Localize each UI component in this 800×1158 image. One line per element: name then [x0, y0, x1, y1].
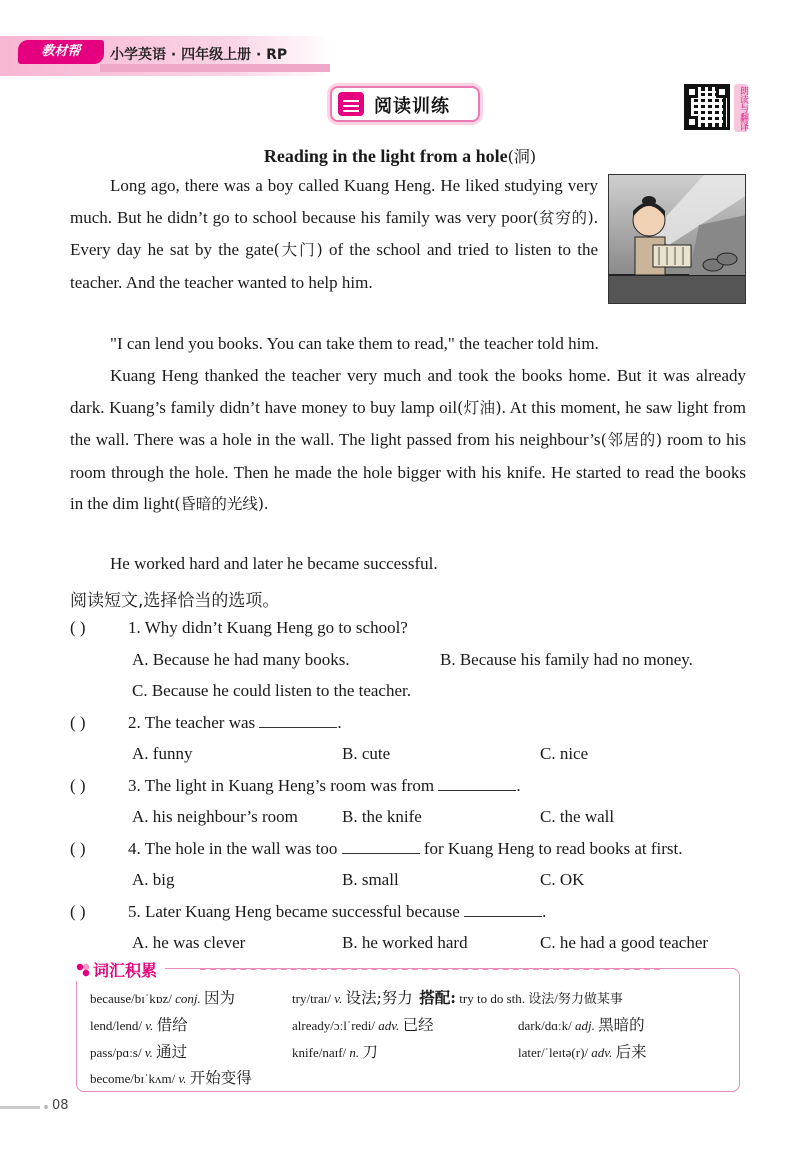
illustration-boy-reading: [608, 174, 746, 304]
section-badge: [330, 86, 480, 122]
fill-blank: [464, 903, 542, 917]
vocab-title: 词汇积累: [72, 958, 165, 981]
qr-corner-icon: [686, 116, 698, 128]
book-icon: [338, 92, 364, 116]
footer-dot: [44, 1105, 48, 1109]
question-1: ( ) 1. Why didn’t Kuang Heng go to school?: [70, 618, 408, 637]
option-3b: B. the knife: [342, 807, 422, 826]
vocab-item: lend/lend/ v. 借给: [90, 1016, 188, 1034]
answer-blank[interactable]: ( ): [70, 839, 86, 858]
answer-blank[interactable]: ( ): [70, 902, 86, 921]
footer-line: [0, 1106, 40, 1109]
vocab-item: because/bɪˈkɒz/ conj. 因为: [90, 989, 236, 1007]
section-title: 阅读训练: [374, 96, 450, 117]
fill-blank: [342, 840, 420, 854]
qr-corner-icon: [716, 86, 728, 98]
illustration-svg: [609, 175, 746, 304]
page-number: 08: [52, 1098, 69, 1113]
paragraph-3: Kuang Heng thanked the teacher very much and took the books home. But it was already dark. Kuang’s family didn’t have money to buy lamp oil(灯油). At this moment, he saw light from the wall. There was a hole in the wall. The light passed from his neighbour’s(邻居的) room to his room through the hole. Then he made the hole bigger with his knife. He started to read the books in the dim light(昏暗的光线).: [70, 366, 746, 513]
option-2c: C. nice: [540, 744, 589, 763]
fill-blank: [438, 777, 516, 791]
option-4a: A. big: [132, 870, 175, 889]
vocab-item: knife/naɪf/ n. 刀: [292, 1043, 378, 1061]
option-2b: B. cute: [342, 744, 391, 763]
option-5a: A. he was clever: [132, 933, 246, 952]
option-3c: C. the wall: [540, 807, 615, 826]
answer-blank[interactable]: ( ): [70, 713, 86, 732]
question-3: ( ) 3. The light in Kuang Heng’s room was from .: [70, 776, 521, 795]
option-1a: A. Because he had many books.: [132, 650, 350, 669]
header-underline: [100, 64, 330, 72]
fill-blank: [259, 714, 337, 728]
qr-code[interactable]: [684, 84, 730, 130]
qr-label: 朗读与翻译: [734, 84, 748, 132]
vocab-item: try/traɪ/ v. 设法;努力 搭配: try to do sth. 设法/努力做某事: [292, 988, 623, 1007]
option-3a: A. his neighbour’s room: [132, 807, 298, 826]
vocab-item: already/ɔːlˈredi/ adv. 已经: [292, 1016, 434, 1034]
brand-logo: 教材帮: [18, 40, 104, 64]
dots-icon: [76, 963, 90, 977]
option-2a: A. funny: [132, 744, 193, 763]
question-4: ( ) 4. The hole in the wall was too for Kuang Heng to read books at first.: [70, 839, 683, 858]
option-5b: B. he worked hard: [342, 933, 468, 952]
paragraph-1: Long ago, there was a boy called Kuang Heng. He liked studying very much. But he didn’t go to school because his family was very poor(贫穷的). Every day he sat by the gate(大门) of the school and tried to listen to the teacher. And the teacher wanted to help him.: [70, 176, 598, 292]
vocab-item: become/bɪˈkʌm/ v. 开始变得: [90, 1069, 252, 1087]
instruction: 阅读短文,选择恰当的选项。: [70, 591, 280, 611]
vocab-item: pass/pɑːs/ v. 通过: [90, 1043, 188, 1061]
question-5: ( ) 5. Later Kuang Heng became successful because .: [70, 902, 547, 921]
vocab-item: dark/dɑːk/ adj. 黑暗的: [518, 1016, 645, 1034]
answer-blank[interactable]: ( ): [70, 776, 86, 795]
question-2: ( ) 2. The teacher was .: [70, 713, 342, 732]
option-5c: C. he had a good teacher: [540, 933, 709, 952]
option-4b: B. small: [342, 870, 399, 889]
paragraph-4: He worked hard and later he became successful.: [110, 554, 438, 573]
option-1c: C. Because he could listen to the teacher.: [132, 681, 411, 700]
paragraph-2: "I can lend you books. You can take them to read," the teacher told him.: [110, 334, 599, 353]
series-title: 小学英语 · 四年级上册 · RP: [110, 47, 288, 63]
vocab-item: later/ˈleɪtə(r)/ adv. 后来: [518, 1043, 647, 1061]
option-4c: C. OK: [540, 870, 585, 889]
option-1b: B. Because his family had no money.: [440, 650, 693, 669]
vocab-divider: [200, 968, 660, 970]
qr-corner-icon: [686, 86, 698, 98]
answer-blank[interactable]: ( ): [70, 618, 86, 637]
passage-title: Reading in the light from a hole(洞): [263, 146, 537, 166]
